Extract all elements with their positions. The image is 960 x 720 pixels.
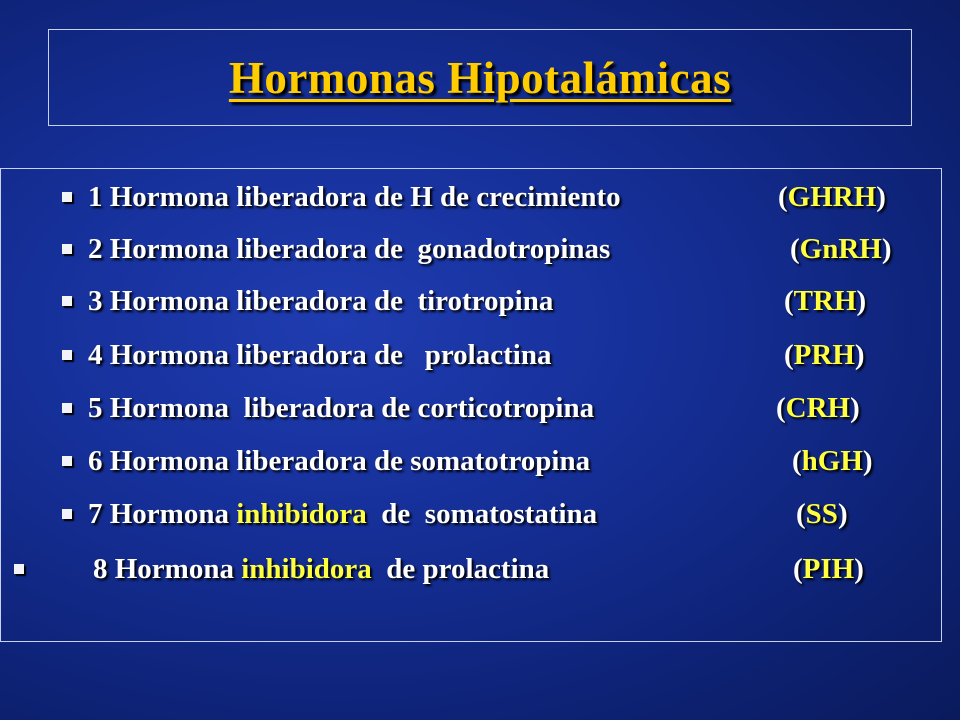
paren-open: ( <box>776 392 786 424</box>
item-text-post: de prolactina <box>371 553 550 585</box>
item-text <box>93 552 549 586</box>
item-text-pre: 8 Hormona <box>93 553 242 585</box>
bullet-icon <box>62 509 72 519</box>
item-code <box>792 444 873 478</box>
paren-open: ( <box>790 233 800 265</box>
paren-open: ( <box>784 285 794 317</box>
item-text: 5 Hormona liberadora de corticotropina <box>88 392 595 424</box>
slide-title: Hormonas Hipotalámicas <box>228 52 732 103</box>
hormone-code: SS <box>805 498 838 530</box>
paren-open: ( <box>792 445 802 477</box>
bullet-icon <box>62 403 72 413</box>
item-code <box>796 497 848 531</box>
item-text-post: de somatostatina <box>366 498 598 530</box>
item-text <box>88 497 597 531</box>
item-text: 1 Hormona liberadora de H de crecimiento <box>88 181 621 213</box>
paren-close: ) <box>856 285 867 317</box>
bullet-icon <box>62 296 72 306</box>
title-box <box>48 29 912 126</box>
bullet-icon <box>14 564 24 574</box>
paren-open: ( <box>784 339 794 371</box>
hormone-code: PIH <box>802 553 855 585</box>
bullet-icon <box>62 456 72 466</box>
hormone-code: hGH <box>801 445 863 477</box>
item-text: 6 Hormona liberadora de somatotropina <box>88 445 591 477</box>
item-code <box>790 232 892 266</box>
item-code <box>784 338 865 372</box>
item-code <box>793 552 864 586</box>
paren-close: ) <box>854 339 865 371</box>
item-text-pre: 7 Hormona <box>88 498 237 530</box>
bullet-icon <box>62 350 72 360</box>
paren-open: ( <box>793 553 803 585</box>
paren-open: ( <box>778 181 788 213</box>
item-text-highlight: inhibidora <box>236 498 367 530</box>
bullet-icon <box>62 192 72 202</box>
item-text: 3 Hormona liberadora de tirotropina <box>88 285 554 317</box>
list-item-8 <box>93 552 933 688</box>
hormone-code: PRH <box>793 339 855 371</box>
item-code <box>776 391 860 425</box>
hormone-code: GHRH <box>787 181 877 213</box>
item-code <box>784 284 866 318</box>
paren-close: ) <box>850 392 860 424</box>
hormone-code: TRH <box>793 285 857 317</box>
bullet-icon <box>62 244 72 254</box>
paren-close: ) <box>854 553 864 585</box>
paren-close: ) <box>862 445 873 477</box>
paren-open: ( <box>796 498 806 530</box>
hormone-code: CRH <box>785 392 851 424</box>
item-code <box>778 180 886 214</box>
hormone-code: GnRH <box>799 233 882 265</box>
paren-close: ) <box>837 498 848 530</box>
paren-close: ) <box>881 233 892 265</box>
item-text: 2 Hormona liberadora de gonadotropinas <box>88 233 611 265</box>
paren-close: ) <box>876 181 886 213</box>
item-text-highlight: inhibidora <box>241 553 372 585</box>
item-text: 4 Hormona liberadora de prolactina <box>88 339 552 371</box>
